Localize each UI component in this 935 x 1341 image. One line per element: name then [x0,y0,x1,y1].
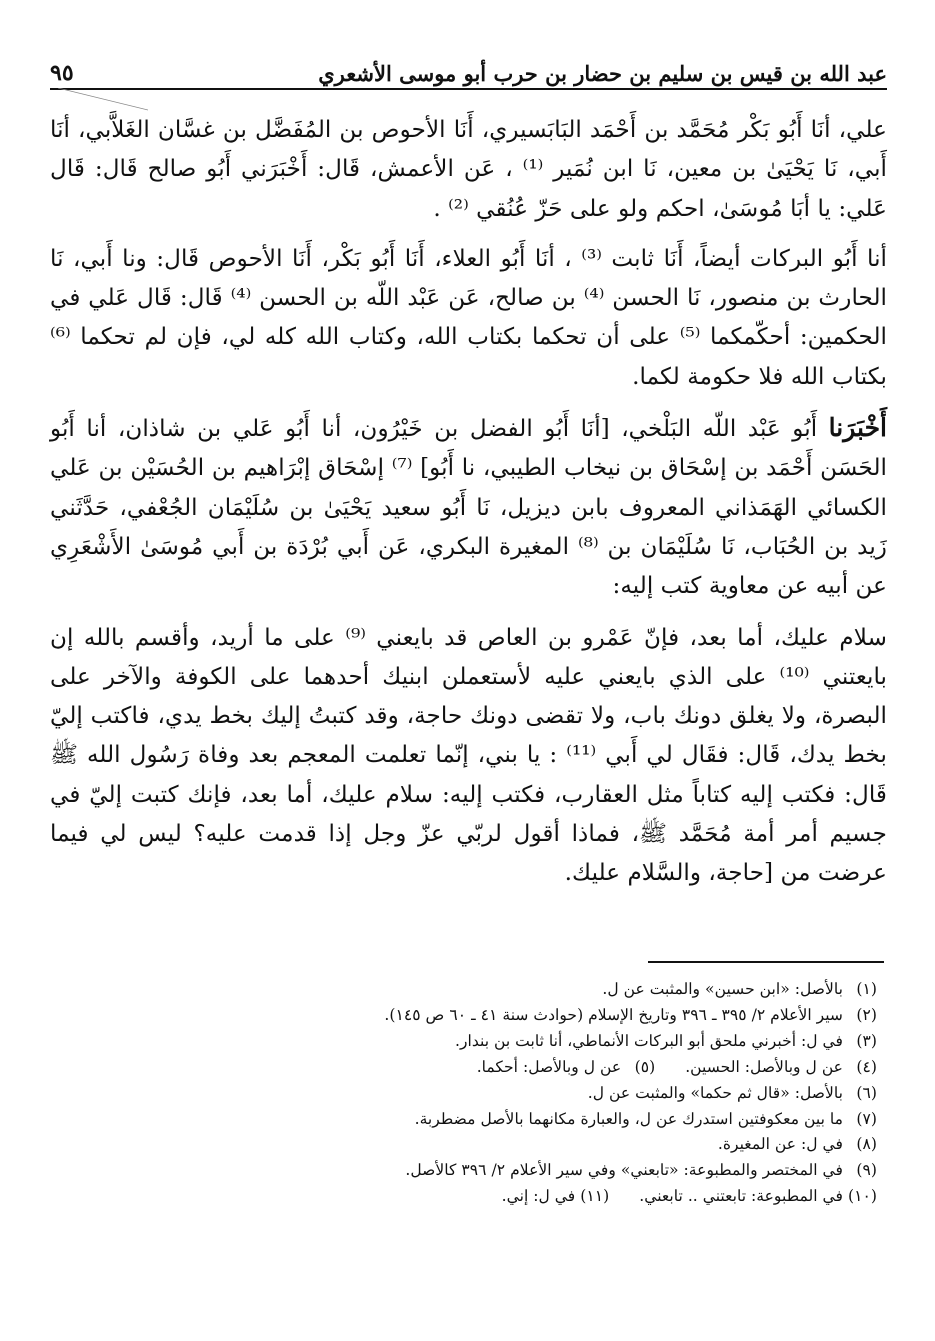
footnote-text: عن ل وبالأصل: الحسين. [685,1057,843,1076]
header-rule [50,88,887,90]
footnote-text: عن ل وبالأصل: أحكما. [476,1057,622,1076]
footnote-number: (١١) [580,1187,610,1206]
main-text [50,110,887,905]
paragraph-lead-word: أَخْبَرَنا [828,413,887,443]
footnote-number: (٥) [634,1057,656,1076]
footnote-text: سير الأعلام ٢/ ٣٩٥ ـ ٣٩٦ وتاريخ الإسلام (حوادث سنة ٤١ ـ ٦٠ ص ١٤٥). [384,1005,843,1024]
page-header [50,44,887,86]
paragraph-4: سلام عليك، أما بعد، فإنّ عَمْرو بن العاص قد بايعني ⁽⁹⁾ على ما أريد، وأقسم بالله إن بايعتني ⁽¹⁰⁾ على الذي بايعني عليه لأستعملن ابنيك أحدهما على الكوفة والآخر على البصرة، ولا يغلق دونك باب، ولا تقضى دونك حاجة، وقد كتبتُ إليك بخط يدي، فاكتب إليّ بخط يدك، قَال: فقَال لي أَبي ⁽¹¹⁾ : يا بني، إنّما تعلمت المعجم بعد وفاة رَسُول الله ﷺ قَال: فكتب إليه كتاباً مثل العقارب، فكتب إليه: سلام عليك، أما بعد، فإنك كتبت إليّ في جسيم أمر أمة مُحَمَّد ﷺ، فماذا أقول لربّي عزّ وجل إذا قدمت عليه؟ ليس لي فيما عرضت من [حاجة، والسَّلام عليك. [50,623,887,887]
footnote-number: (٣) [856,1031,877,1050]
footnote [50,1107,877,1133]
paragraph-2: أنا أَبُو البركات أيضاً، أَنَا ثابت ⁽³⁾ ، أنَا أَبُو العلاء، أَنَا أَبُو بَكْر، أَنَا الأحوص قَال: ونا أَبي، نَا الحارث بن منصور، نَا الحسن ⁽⁴⁾ بن صالح، عَن عَبْد اللّه بن الحسن ⁽⁴⁾ قَال: قَال عَلي في الحكمين: أحكّمكما ⁽⁵⁾ على أن تحكما بكتاب الله، وكتاب الله كله لي، فإن لم تحكما ⁽⁶⁾ بكتاب الله فلا حكومة لكما. [50,244,888,390]
footnote-text: في ل: أخبرني ملحق أبو البركات الأنماطي، أنا ثابت بن بندار. [455,1031,843,1050]
footnote-number: (٩) [856,1161,877,1180]
footnote [50,1132,877,1158]
footnote-number: (١) [856,980,877,998]
footnote [50,1003,877,1029]
footnote-separator [648,961,884,963]
footnote-text: في المختصر والمطبوعة: «تابعني» وفي سير الأعلام ٢/ ٣٩٦ كالأصل. [405,1161,843,1180]
footnote-text: في المطبوعة: تابعتني .. تابعني. [639,1187,843,1206]
footnote [50,1081,877,1107]
footnote-text: بالأصل: «ابن حسين» والمثبت عن ل. [602,980,843,998]
footnote-text: في ل: إني. [501,1187,576,1206]
footnote [50,1029,877,1055]
footnote-number: (٢) [856,1005,877,1024]
footnote-text: ما بين معكوفتين استدرك عن ل، والعبارة مكانهما بالأصل مضطربة. [414,1109,843,1128]
paragraph-3 [50,408,887,605]
footnote [50,1158,877,1184]
footnote [50,1184,877,1210]
footnote-text: في ل: عن المغيرة. [717,1135,843,1154]
paragraph-1: علي، أنَا أَبُو بَكْر مُحَمَّد بن أَحْمَد البَابَسيري، أَنَا الأحوص بن المُفَضَّل بن غسَّان الغَلاَّبي، أنَا أَبي، نَا يَحْيَىٰ بن معين، نَا ابن نُمَير ⁽¹⁾ ، عَن الأعمش، قَال: أَخْبَرَني أَبُو صالح قَال: قَال عَلي: يا أبَا مُوسَىٰ، احكم ولو على حَزّ عُنُقي ⁽²⁾ . [50,116,887,222]
footnotes [50,977,877,1210]
footnote-number: (٦) [856,1083,877,1102]
footnote-number: (٨) [856,1135,877,1154]
footnote [50,1055,877,1081]
scan-mark [58,88,148,112]
footnote [50,977,877,1003]
paragraph-3-text: أَبُو عَبْد اللّه البَلْخي، [أنَا أَبُو الفضل بن خَيْرُون، أنا أَبُو عَلي بن شاذان، أنا أَبُو الحَسَن أَحْمَد بن إسْحَاق بن نيخاب الطيبي، نا أَبُو] ⁽⁷⁾ إسْحَاق إبْرَاهيم بن الحُسَيْن بن عَلي الكسائي الهَمَذاني المعروف بابن ديزيل، نَا أَبُو سعيد يَحْيَىٰ بن سُلَيْمَان الجُعْفي، حَدَّثَني زَيد بن الحُبَاب، نَا سُلَيْمَان بن ⁽⁸⁾ المغيرة البكري، عَن أَبي بُرْدَة بن أَبي مُوسَىٰ الأَشْعَرِي عن أبيه عن معاوية كتب إليه: [50,415,887,600]
page-number: ٩٥ [50,60,74,86]
footnote-number: (٤) [856,1057,877,1076]
running-title: عبد الله بن قيس بن سليم بن حضار بن حرب أبو موسى الأشعري [318,61,887,86]
footnote-text: بالأصل: «قال ثم حكما» والمثبت عن ل. [587,1083,843,1102]
footnote-number: (١٠) [848,1187,877,1206]
footnote-number: (٧) [856,1109,877,1128]
